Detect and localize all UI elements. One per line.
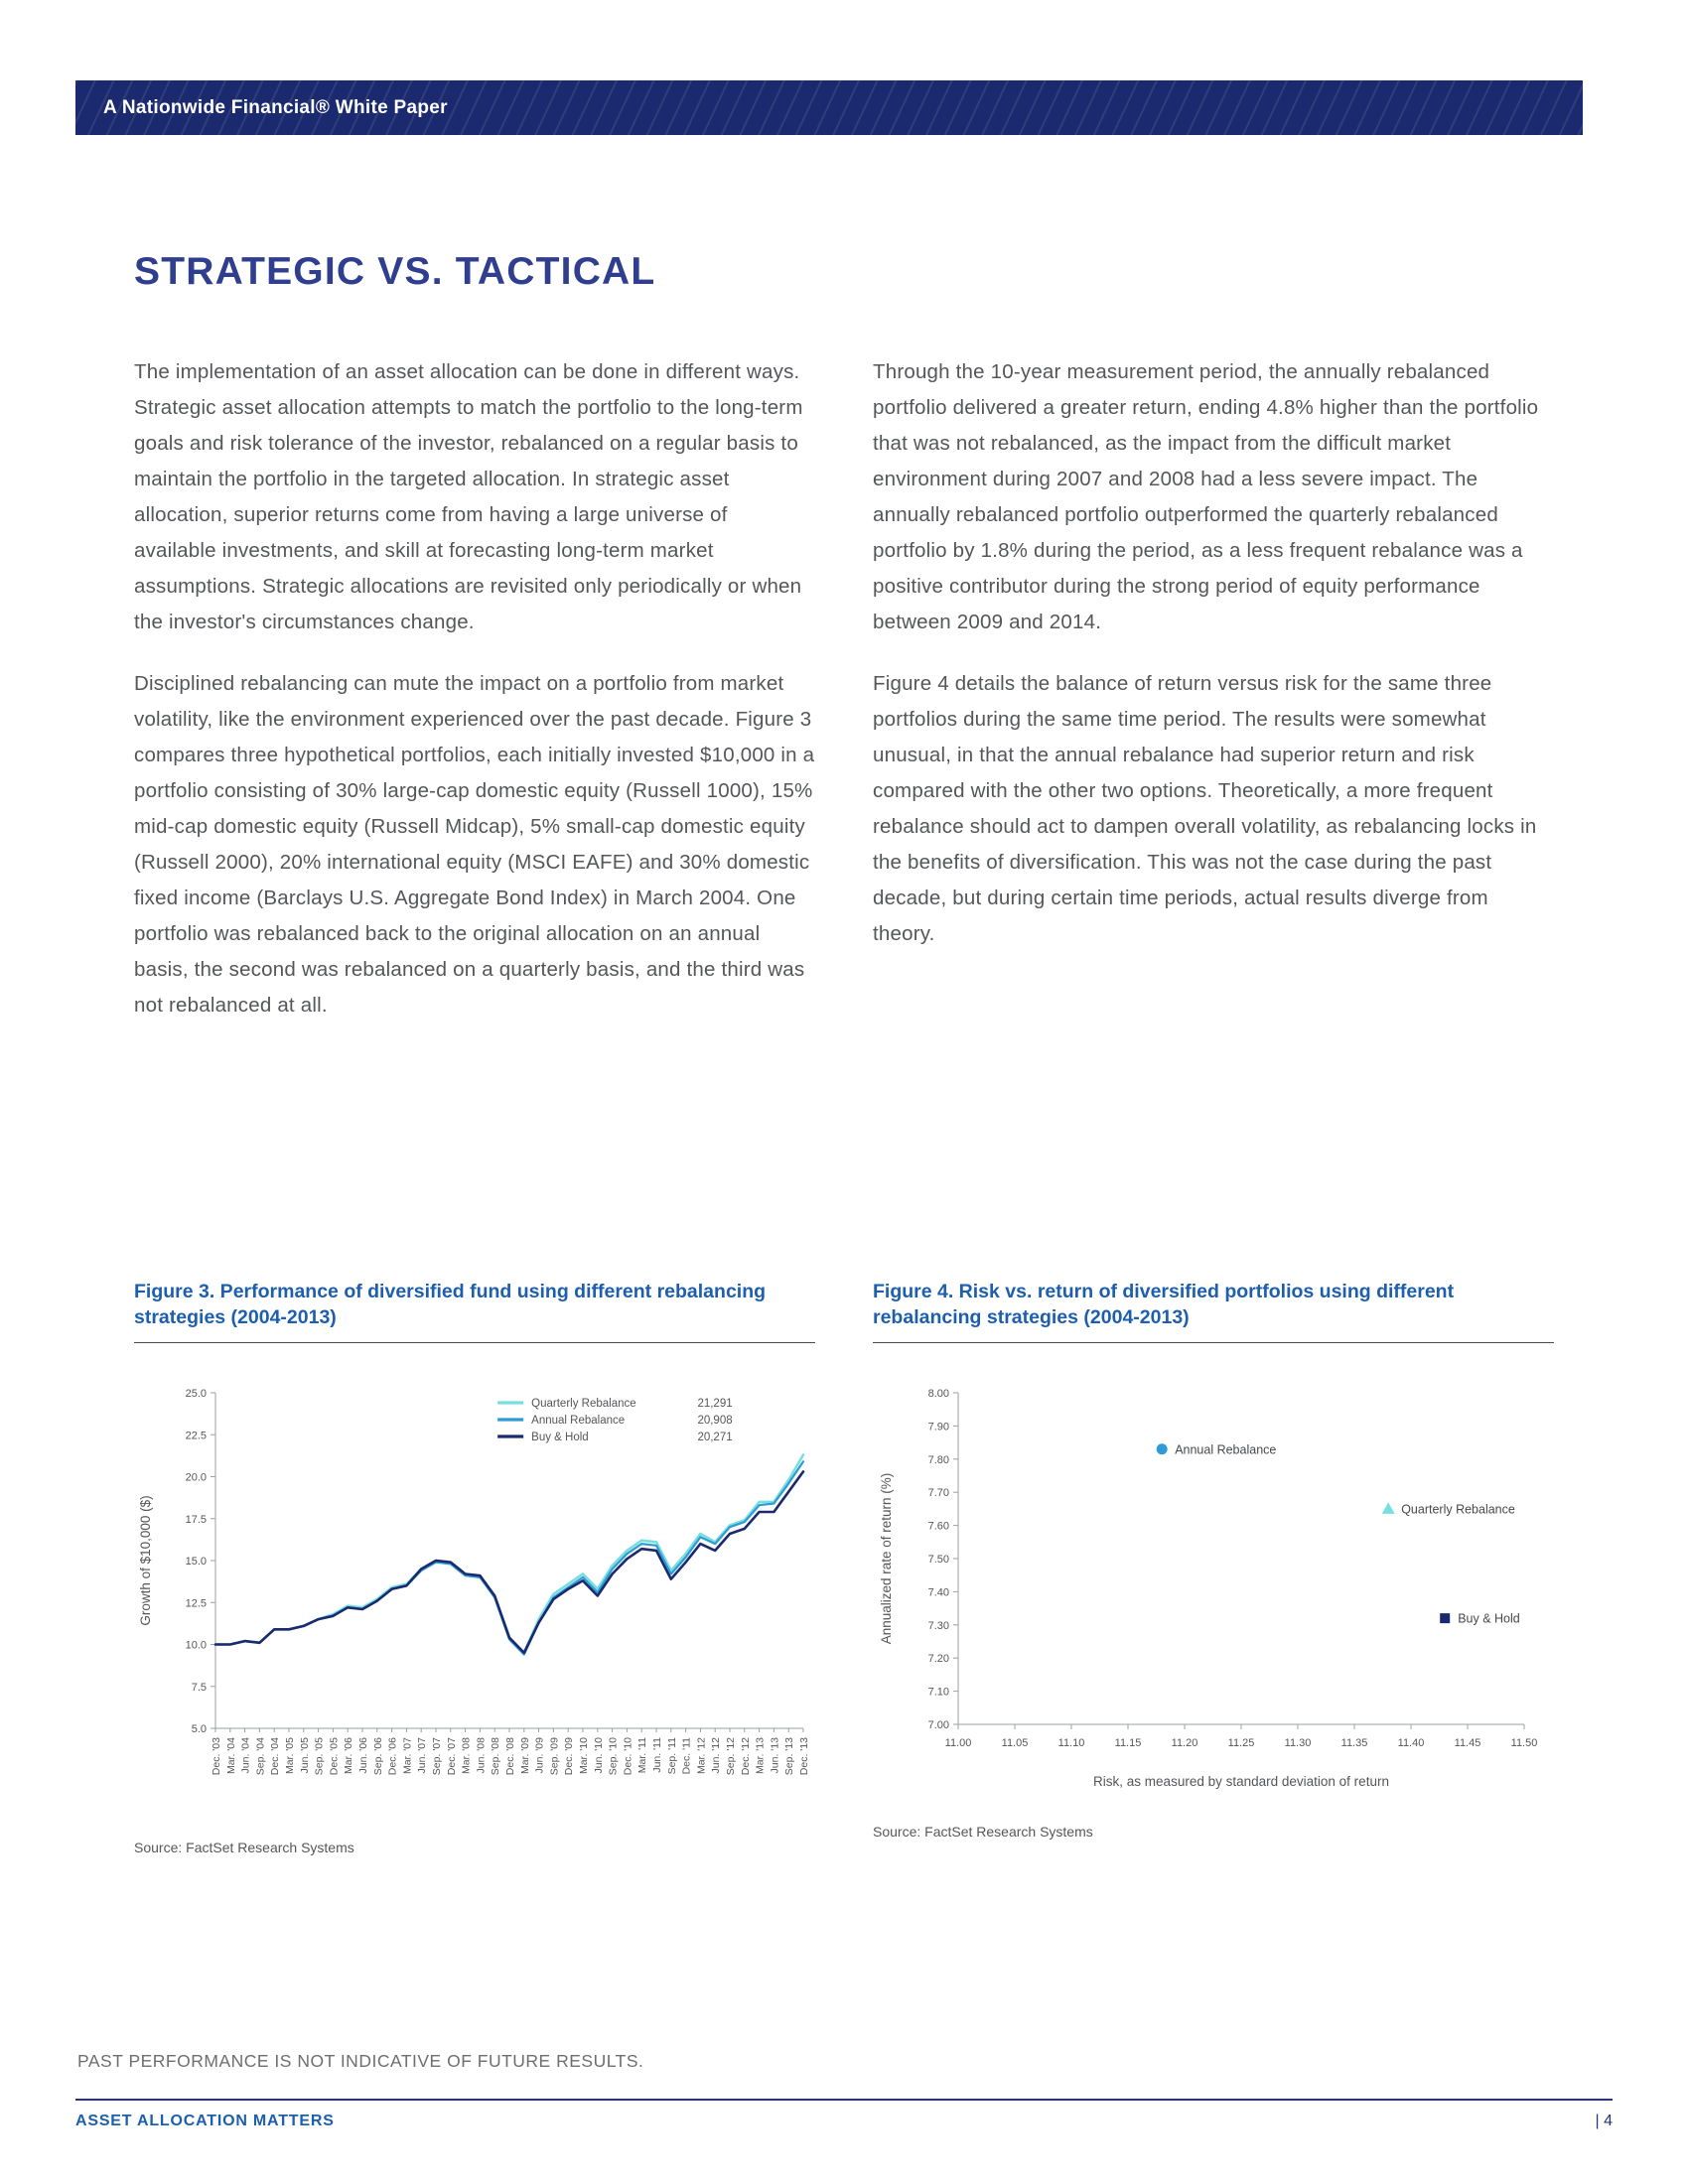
svg-text:Mar. '06: Mar. '06 [343,1737,355,1775]
figure-4-source: Source: FactSet Research Systems [873,1824,1093,1840]
svg-text:5.0: 5.0 [191,1723,207,1735]
svg-text:7.5: 7.5 [191,1681,207,1694]
fig3-legend [497,1398,732,1443]
footer-doc-title: ASSET ALLOCATION MATTERS [75,2113,335,2129]
svg-text:11.20: 11.20 [1171,1737,1198,1749]
svg-text:Quarterly Rebalance: Quarterly Rebalance [531,1398,636,1410]
marker-quarterly-rebalance [1382,1502,1395,1514]
svg-text:7.40: 7.40 [927,1586,949,1599]
svg-text:Annual Rebalance: Annual Rebalance [531,1415,626,1427]
svg-text:Mar. '08: Mar. '08 [460,1737,473,1775]
svg-text:Dec. '11: Dec. '11 [680,1737,693,1775]
page-number: | 4 [1595,2113,1613,2129]
svg-text:Dec. '04: Dec. '04 [269,1737,282,1776]
series-buy-hold [215,1471,803,1653]
svg-text:Dec. '13: Dec. '13 [798,1737,810,1776]
header-bar [75,80,1583,135]
svg-text:Sep. '10: Sep. '10 [607,1737,620,1776]
svg-text:Jun. '08: Jun. '08 [475,1737,488,1774]
body-paragraph: Through the 10-year measurement period, the annually rebalanced portfolio delivered a greater return, ending 4.8% higher than the portfolio that was not rebalanced, as the impact from the difficult market environment during 2007 and 2008 had a less severe impact. The annually rebalanced portfolio outperformed the quarterly rebalanced portfolio by 1.8% during the period, as a less frequent rebalance was a positive contributor during the strong period of equity performance between 2009 and 2014. [873,360,1539,633]
svg-text:11.40: 11.40 [1397,1737,1425,1749]
header-title: A Nationwide Financial® White Paper [103,96,448,118]
svg-text:Jun. '10: Jun. '10 [592,1737,605,1774]
svg-text:Sep. '08: Sep. '08 [490,1737,502,1776]
svg-text:12.5: 12.5 [185,1597,207,1610]
svg-text:7.20: 7.20 [927,1653,949,1666]
right-column [873,354,1554,1049]
svg-text:Sep. '13: Sep. '13 [783,1737,796,1776]
svg-text:11.10: 11.10 [1057,1737,1085,1749]
svg-text:11.45: 11.45 [1454,1737,1481,1749]
svg-text:Growth of $10,000 ($): Growth of $10,000 ($) [138,1495,153,1626]
svg-text:Dec. '07: Dec. '07 [445,1737,458,1776]
svg-text:Jun. '06: Jun. '06 [357,1737,369,1774]
svg-text:10.0: 10.0 [185,1639,207,1652]
svg-text:7.10: 7.10 [927,1686,949,1699]
svg-text:7.30: 7.30 [927,1619,949,1632]
svg-text:8.00: 8.00 [927,1388,949,1400]
svg-text:Mar. '09: Mar. '09 [518,1737,531,1775]
svg-text:11.25: 11.25 [1227,1737,1255,1749]
caption-divider [134,1342,815,1343]
svg-text:20,271: 20,271 [697,1432,733,1443]
svg-text:Mar. '12: Mar. '12 [695,1737,708,1775]
series-quarterly-rebalance [215,1455,803,1653]
svg-text:Jun. '04: Jun. '04 [239,1737,252,1774]
svg-text:Dec. '08: Dec. '08 [504,1737,516,1776]
svg-text:Mar. '04: Mar. '04 [224,1737,237,1775]
svg-text:Dec. '03: Dec. '03 [211,1737,222,1776]
svg-text:Sep. '07: Sep. '07 [431,1737,443,1776]
svg-text:Mar. '05: Mar. '05 [284,1737,296,1775]
svg-text:Buy & Hold: Buy & Hold [1458,1611,1520,1626]
svg-text:Sep. '09: Sep. '09 [548,1737,561,1776]
svg-text:Sep. '06: Sep. '06 [371,1737,384,1776]
svg-text:7.00: 7.00 [927,1719,949,1731]
figure-3-source: Source: FactSet Research Systems [134,1840,354,1855]
svg-text:20.0: 20.0 [185,1471,207,1484]
footer-divider [75,2099,1613,2101]
svg-text:Buy & Hold: Buy & Hold [531,1432,589,1443]
svg-text:17.5: 17.5 [185,1513,207,1526]
svg-text:21,291: 21,291 [697,1398,733,1410]
svg-text:Mar. '10: Mar. '10 [578,1737,590,1775]
svg-text:Dec. '12: Dec. '12 [739,1737,752,1776]
svg-text:11.00: 11.00 [944,1737,972,1749]
svg-text:Jun. '09: Jun. '09 [533,1737,546,1774]
svg-text:Sep. '11: Sep. '11 [665,1737,678,1775]
past-performance-disclaimer: PAST PERFORMANCE IS NOT INDICATIVE OF FUTURE RESULTS. [77,2051,644,2071]
fig3-line-chart [134,1345,815,1836]
svg-text:Mar. '07: Mar. '07 [401,1737,414,1775]
figure-4-caption: Figure 4. Risk vs. return of diversified portfolios using different rebalancing strategies (2004-2013) [873,1281,1455,1328]
svg-text:11.30: 11.30 [1284,1737,1312,1749]
svg-text:Jun. '05: Jun. '05 [298,1737,311,1774]
svg-text:20,908: 20,908 [697,1415,733,1427]
svg-text:7.60: 7.60 [927,1520,949,1533]
svg-text:Jun. '11: Jun. '11 [651,1737,663,1773]
svg-text:Quarterly Rebalance: Quarterly Rebalance [1401,1502,1515,1517]
left-column [134,354,815,1049]
page-title: STRATEGIC VS. TACTICAL [134,250,656,293]
marker-buy-hold [1440,1613,1450,1623]
svg-text:Risk, as measured by standard: Risk, as measured by standard deviation of return [1093,1774,1389,1789]
svg-text:Dec. '06: Dec. '06 [386,1737,399,1776]
svg-text:Annual Rebalance: Annual Rebalance [1175,1442,1277,1457]
svg-text:Dec. '09: Dec. '09 [563,1737,576,1776]
svg-text:Sep. '12: Sep. '12 [725,1737,737,1776]
svg-text:11.15: 11.15 [1114,1737,1142,1749]
figure-3-caption: Figure 3. Performance of diversified fund using different rebalancing strategies (2004-2013) [134,1281,767,1328]
svg-text:22.5: 22.5 [185,1430,207,1442]
svg-text:Annualized rate of return (%): Annualized rate of return (%) [879,1472,894,1645]
marker-annual-rebalance [1157,1443,1168,1454]
svg-text:Jun. '13: Jun. '13 [769,1737,781,1774]
body-paragraph: Figure 4 details the balance of return versus risk for the same three portfolios during the same time period. The results were somewhat unusual, in that the annual rebalance had superior return and risk compared with the other two options. Theoretically, a more frequent rebalance should act to dampen overall volatility, as rebalancing locks in the benefits of diversification. This was not the case during the past decade, but during certain time periods, actual results diverge from theory. [873,672,1537,945]
fig4-scatter-chart [873,1345,1554,1820]
svg-text:15.0: 15.0 [185,1556,207,1568]
svg-text:11.50: 11.50 [1510,1737,1538,1749]
figures-row [134,1279,1554,1855]
body-columns [134,354,1554,1049]
svg-text:Mar. '11: Mar. '11 [636,1737,649,1774]
svg-text:7.90: 7.90 [927,1421,949,1433]
svg-text:Sep. '04: Sep. '04 [254,1737,267,1776]
svg-text:Dec. '05: Dec. '05 [328,1737,341,1776]
body-paragraph: Disciplined rebalancing can mute the impact on a portfolio from market volatility, like the environment experienced over the past decade. Figure 3 compares three hypothetical portfolios, each initially invested $10,000 in a portfolio consisting of 30% large-cap domestic equity (Russell 1000), 15% mid-cap domestic equity (Russell Midcap), 5% small-cap domestic equity (Russell 2000), 20% international equity (MSCI EAFE) and 30% domestic fixed income (Barclays U.S. Aggregate Bond Index) in March 2004. One portfolio was rebalanced back to the original allocation on an annual basis, the second was rebalanced on a quarterly basis, and the third was not rebalanced at all. [134,672,815,1017]
caption-divider [873,1342,1554,1343]
svg-text:Dec. '10: Dec. '10 [622,1737,634,1776]
svg-text:11.05: 11.05 [1001,1737,1029,1749]
svg-text:7.50: 7.50 [927,1554,949,1566]
svg-text:11.35: 11.35 [1340,1737,1368,1749]
svg-text:7.70: 7.70 [927,1487,949,1500]
svg-text:Sep. '05: Sep. '05 [313,1737,326,1776]
svg-text:25.0: 25.0 [185,1388,207,1400]
svg-text:Mar. '13: Mar. '13 [754,1737,767,1775]
svg-text:7.80: 7.80 [927,1453,949,1466]
body-paragraph: The implementation of an asset allocation can be done in different ways. Strategic asset allocation attempts to match the portfolio to the long-term goals and risk tolerance of the investor, rebalanced on a regular basis to maintain the portfolio in the targeted allocation. In strategic asset allocation, superior returns come from having a large universe of available investments, and skill at forecasting long-term market assumptions. Strategic allocations are revisited only periodically or when the investor's circumstances change. [134,360,803,633]
figure-3 [134,1279,815,1855]
figure-4 [873,1279,1554,1855]
footer [75,2113,1613,2130]
svg-text:Jun. '07: Jun. '07 [416,1737,429,1774]
svg-text:Jun. '12: Jun. '12 [710,1737,723,1774]
